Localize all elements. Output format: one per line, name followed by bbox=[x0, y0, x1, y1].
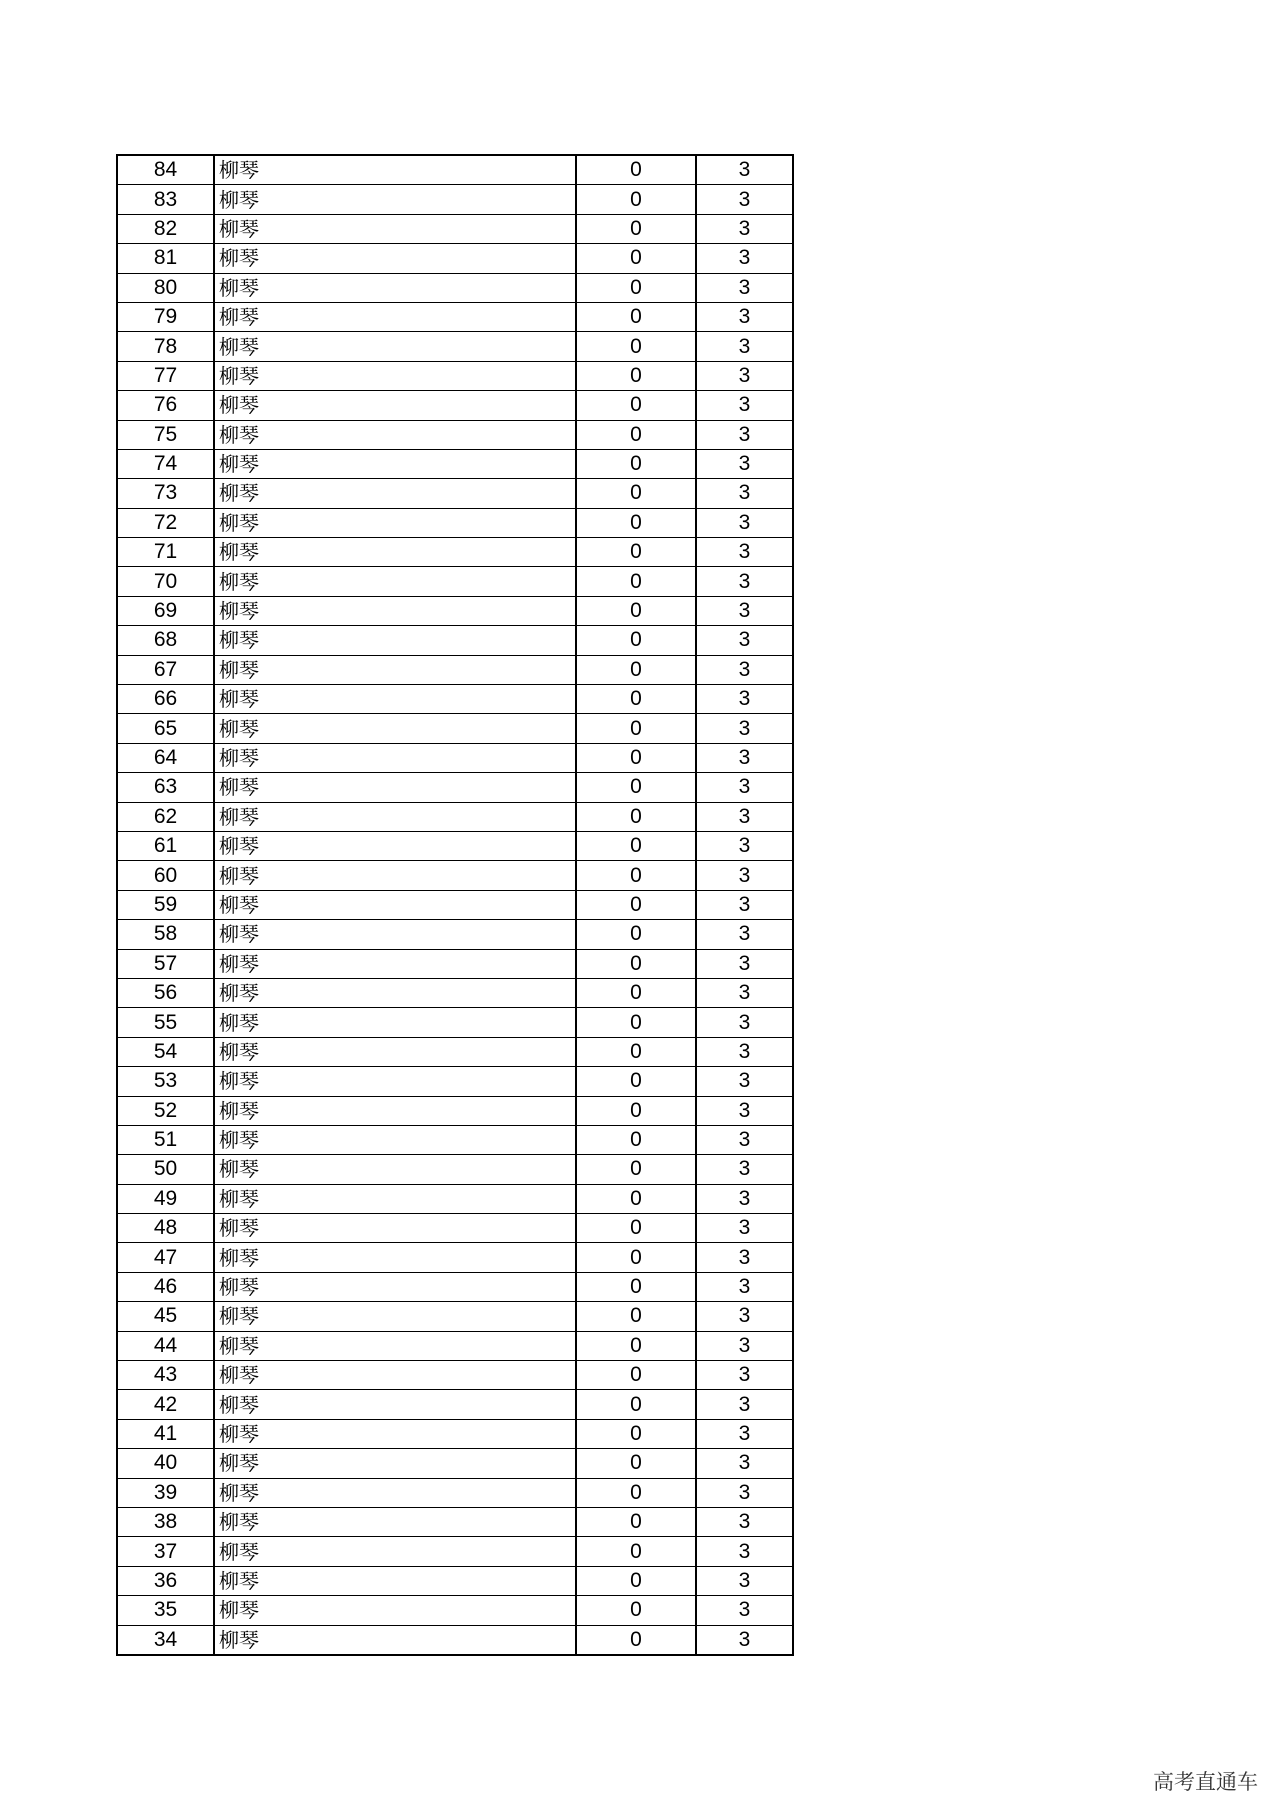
major-cell: 柳琴 bbox=[214, 743, 576, 772]
table-row bbox=[117, 449, 793, 478]
value-cell-a: 0 bbox=[576, 1625, 696, 1655]
major-cell: 柳琴 bbox=[214, 1067, 576, 1096]
value-cell-a: 0 bbox=[576, 1214, 696, 1243]
rank-cell: 73 bbox=[117, 479, 214, 508]
table-row bbox=[117, 1184, 793, 1213]
major-cell: 柳琴 bbox=[214, 1537, 576, 1566]
value-cell-a: 0 bbox=[576, 1096, 696, 1125]
table-row bbox=[117, 596, 793, 625]
major-cell: 柳琴 bbox=[214, 1361, 576, 1390]
major-cell: 柳琴 bbox=[214, 714, 576, 743]
value-cell-b: 3 bbox=[696, 685, 793, 714]
major-cell: 柳琴 bbox=[214, 449, 576, 478]
value-cell-b: 3 bbox=[696, 596, 793, 625]
value-cell-a: 0 bbox=[576, 596, 696, 625]
value-cell-a: 0 bbox=[576, 1537, 696, 1566]
major-cell: 柳琴 bbox=[214, 1272, 576, 1301]
table-row bbox=[117, 1008, 793, 1037]
rank-cell: 59 bbox=[117, 890, 214, 919]
table-row bbox=[117, 978, 793, 1007]
major-cell: 柳琴 bbox=[214, 1566, 576, 1595]
value-cell-a: 0 bbox=[576, 185, 696, 214]
major-cell: 柳琴 bbox=[214, 596, 576, 625]
value-cell-b: 3 bbox=[696, 391, 793, 420]
rank-cell: 40 bbox=[117, 1449, 214, 1478]
rank-cell: 49 bbox=[117, 1184, 214, 1213]
value-cell-a: 0 bbox=[576, 1361, 696, 1390]
table-row bbox=[117, 361, 793, 390]
rank-cell: 53 bbox=[117, 1067, 214, 1096]
value-cell-a: 0 bbox=[576, 332, 696, 361]
value-cell-a: 0 bbox=[576, 1037, 696, 1066]
major-cell: 柳琴 bbox=[214, 273, 576, 302]
value-cell-b: 3 bbox=[696, 890, 793, 919]
value-cell-b: 3 bbox=[696, 1184, 793, 1213]
table-row bbox=[117, 479, 793, 508]
table-row bbox=[117, 1125, 793, 1154]
value-cell-a: 0 bbox=[576, 1449, 696, 1478]
table-row bbox=[117, 773, 793, 802]
value-cell-b: 3 bbox=[696, 508, 793, 537]
value-cell-a: 0 bbox=[576, 1067, 696, 1096]
value-cell-a: 0 bbox=[576, 1331, 696, 1360]
table-row bbox=[117, 1537, 793, 1566]
rank-cell: 46 bbox=[117, 1272, 214, 1301]
table-row bbox=[117, 743, 793, 772]
value-cell-a: 0 bbox=[576, 1478, 696, 1507]
value-cell-b: 3 bbox=[696, 1096, 793, 1125]
table-row bbox=[117, 214, 793, 243]
value-cell-b: 3 bbox=[696, 1037, 793, 1066]
value-cell-a: 0 bbox=[576, 1184, 696, 1213]
major-cell: 柳琴 bbox=[214, 302, 576, 331]
major-cell: 柳琴 bbox=[214, 508, 576, 537]
value-cell-a: 0 bbox=[576, 831, 696, 860]
table-row bbox=[117, 420, 793, 449]
value-cell-b: 3 bbox=[696, 449, 793, 478]
major-cell: 柳琴 bbox=[214, 1214, 576, 1243]
value-cell-b: 3 bbox=[696, 185, 793, 214]
value-cell-a: 0 bbox=[576, 302, 696, 331]
rank-cell: 84 bbox=[117, 155, 214, 185]
table-row bbox=[117, 1507, 793, 1536]
value-cell-b: 3 bbox=[696, 773, 793, 802]
value-cell-a: 0 bbox=[576, 1008, 696, 1037]
major-cell: 柳琴 bbox=[214, 1184, 576, 1213]
table-row bbox=[117, 1478, 793, 1507]
table-row bbox=[117, 861, 793, 890]
value-cell-a: 0 bbox=[576, 1566, 696, 1595]
table-row bbox=[117, 302, 793, 331]
rank-cell: 41 bbox=[117, 1419, 214, 1448]
rank-cell: 64 bbox=[117, 743, 214, 772]
value-cell-a: 0 bbox=[576, 479, 696, 508]
rank-cell: 76 bbox=[117, 391, 214, 420]
value-cell-a: 0 bbox=[576, 890, 696, 919]
value-cell-a: 0 bbox=[576, 978, 696, 1007]
table-row bbox=[117, 1155, 793, 1184]
table-row bbox=[117, 538, 793, 567]
rank-cell: 54 bbox=[117, 1037, 214, 1066]
major-cell: 柳琴 bbox=[214, 1478, 576, 1507]
table-row bbox=[117, 1272, 793, 1301]
value-cell-b: 3 bbox=[696, 949, 793, 978]
major-cell: 柳琴 bbox=[214, 538, 576, 567]
rank-cell: 56 bbox=[117, 978, 214, 1007]
rank-cell: 38 bbox=[117, 1507, 214, 1536]
value-cell-a: 0 bbox=[576, 420, 696, 449]
major-cell: 柳琴 bbox=[214, 685, 576, 714]
rank-cell: 44 bbox=[117, 1331, 214, 1360]
table-row bbox=[117, 567, 793, 596]
value-cell-b: 3 bbox=[696, 920, 793, 949]
rank-cell: 65 bbox=[117, 714, 214, 743]
table-row bbox=[117, 714, 793, 743]
rank-cell: 61 bbox=[117, 831, 214, 860]
value-cell-b: 3 bbox=[696, 302, 793, 331]
value-cell-a: 0 bbox=[576, 920, 696, 949]
major-cell: 柳琴 bbox=[214, 861, 576, 890]
rank-cell: 80 bbox=[117, 273, 214, 302]
value-cell-a: 0 bbox=[576, 743, 696, 772]
value-cell-a: 0 bbox=[576, 1302, 696, 1331]
value-cell-a: 0 bbox=[576, 449, 696, 478]
value-cell-b: 3 bbox=[696, 743, 793, 772]
table-row bbox=[117, 508, 793, 537]
rank-cell: 66 bbox=[117, 685, 214, 714]
table-row bbox=[117, 1067, 793, 1096]
major-cell: 柳琴 bbox=[214, 1449, 576, 1478]
major-cell: 柳琴 bbox=[214, 1596, 576, 1625]
table-row bbox=[117, 1243, 793, 1272]
major-cell: 柳琴 bbox=[214, 1390, 576, 1419]
watermark-text: 高考直通车 bbox=[1153, 1770, 1258, 1794]
major-cell: 柳琴 bbox=[214, 1008, 576, 1037]
value-cell-b: 3 bbox=[696, 1067, 793, 1096]
value-cell-b: 3 bbox=[696, 1507, 793, 1536]
table-row bbox=[117, 920, 793, 949]
rank-cell: 43 bbox=[117, 1361, 214, 1390]
value-cell-a: 0 bbox=[576, 949, 696, 978]
value-cell-a: 0 bbox=[576, 508, 696, 537]
value-cell-b: 3 bbox=[696, 214, 793, 243]
rank-cell: 36 bbox=[117, 1566, 214, 1595]
value-cell-b: 3 bbox=[696, 361, 793, 390]
rank-cell: 37 bbox=[117, 1537, 214, 1566]
value-cell-a: 0 bbox=[576, 214, 696, 243]
value-cell-a: 0 bbox=[576, 773, 696, 802]
value-cell-b: 3 bbox=[696, 1390, 793, 1419]
value-cell-a: 0 bbox=[576, 714, 696, 743]
table-row bbox=[117, 655, 793, 684]
major-cell: 柳琴 bbox=[214, 949, 576, 978]
value-cell-a: 0 bbox=[576, 567, 696, 596]
major-cell: 柳琴 bbox=[214, 391, 576, 420]
table-row bbox=[117, 185, 793, 214]
table-row bbox=[117, 1302, 793, 1331]
table-row bbox=[117, 1596, 793, 1625]
table-row bbox=[117, 1566, 793, 1595]
value-cell-a: 0 bbox=[576, 685, 696, 714]
table-row bbox=[117, 802, 793, 831]
value-cell-b: 3 bbox=[696, 1419, 793, 1448]
rank-cell: 57 bbox=[117, 949, 214, 978]
major-cell: 柳琴 bbox=[214, 244, 576, 273]
value-cell-a: 0 bbox=[576, 538, 696, 567]
major-cell: 柳琴 bbox=[214, 1243, 576, 1272]
value-cell-b: 3 bbox=[696, 1155, 793, 1184]
value-cell-b: 3 bbox=[696, 1302, 793, 1331]
rank-cell: 72 bbox=[117, 508, 214, 537]
rank-cell: 69 bbox=[117, 596, 214, 625]
major-cell: 柳琴 bbox=[214, 479, 576, 508]
rank-cell: 60 bbox=[117, 861, 214, 890]
table-row bbox=[117, 685, 793, 714]
table-row bbox=[117, 1096, 793, 1125]
value-cell-b: 3 bbox=[696, 1214, 793, 1243]
major-cell: 柳琴 bbox=[214, 655, 576, 684]
major-cell: 柳琴 bbox=[214, 1096, 576, 1125]
value-cell-b: 3 bbox=[696, 1449, 793, 1478]
value-cell-b: 3 bbox=[696, 1243, 793, 1272]
major-cell: 柳琴 bbox=[214, 567, 576, 596]
rank-cell: 75 bbox=[117, 420, 214, 449]
value-cell-b: 3 bbox=[696, 538, 793, 567]
table-row bbox=[117, 1419, 793, 1448]
rank-cell: 35 bbox=[117, 1596, 214, 1625]
value-cell-a: 0 bbox=[576, 1507, 696, 1536]
major-cell: 柳琴 bbox=[214, 420, 576, 449]
major-cell: 柳琴 bbox=[214, 1625, 576, 1655]
table-row bbox=[117, 1037, 793, 1066]
value-cell-b: 3 bbox=[696, 626, 793, 655]
table-row bbox=[117, 1625, 793, 1655]
rank-cell: 55 bbox=[117, 1008, 214, 1037]
rank-cell: 68 bbox=[117, 626, 214, 655]
value-cell-a: 0 bbox=[576, 361, 696, 390]
value-cell-a: 0 bbox=[576, 1243, 696, 1272]
value-cell-b: 3 bbox=[696, 1361, 793, 1390]
major-cell: 柳琴 bbox=[214, 1507, 576, 1536]
rank-cell: 82 bbox=[117, 214, 214, 243]
major-cell: 柳琴 bbox=[214, 1302, 576, 1331]
major-cell: 柳琴 bbox=[214, 1331, 576, 1360]
value-cell-b: 3 bbox=[696, 802, 793, 831]
table-row bbox=[117, 244, 793, 273]
table-row bbox=[117, 949, 793, 978]
table-row bbox=[117, 391, 793, 420]
value-cell-b: 3 bbox=[696, 655, 793, 684]
table-row bbox=[117, 831, 793, 860]
value-cell-a: 0 bbox=[576, 1596, 696, 1625]
value-cell-b: 3 bbox=[696, 1625, 793, 1655]
rank-cell: 39 bbox=[117, 1478, 214, 1507]
value-cell-b: 3 bbox=[696, 978, 793, 1007]
value-cell-b: 3 bbox=[696, 1125, 793, 1154]
rank-cell: 67 bbox=[117, 655, 214, 684]
table-row bbox=[117, 1390, 793, 1419]
rank-cell: 48 bbox=[117, 1214, 214, 1243]
value-cell-a: 0 bbox=[576, 1272, 696, 1301]
value-cell-b: 3 bbox=[696, 1537, 793, 1566]
rank-cell: 83 bbox=[117, 185, 214, 214]
value-cell-b: 3 bbox=[696, 420, 793, 449]
major-cell: 柳琴 bbox=[214, 773, 576, 802]
rank-cell: 71 bbox=[117, 538, 214, 567]
rank-cell: 45 bbox=[117, 1302, 214, 1331]
value-cell-a: 0 bbox=[576, 155, 696, 185]
value-cell-a: 0 bbox=[576, 1390, 696, 1419]
rank-cell: 74 bbox=[117, 449, 214, 478]
value-cell-a: 0 bbox=[576, 626, 696, 655]
major-cell: 柳琴 bbox=[214, 332, 576, 361]
major-cell: 柳琴 bbox=[214, 920, 576, 949]
rank-cell: 42 bbox=[117, 1390, 214, 1419]
major-cell: 柳琴 bbox=[214, 185, 576, 214]
table-row bbox=[117, 273, 793, 302]
value-cell-a: 0 bbox=[576, 802, 696, 831]
value-cell-b: 3 bbox=[696, 479, 793, 508]
major-cell: 柳琴 bbox=[214, 802, 576, 831]
value-cell-a: 0 bbox=[576, 861, 696, 890]
rank-cell: 47 bbox=[117, 1243, 214, 1272]
value-cell-b: 3 bbox=[696, 273, 793, 302]
value-cell-b: 3 bbox=[696, 1272, 793, 1301]
value-cell-a: 0 bbox=[576, 391, 696, 420]
rank-cell: 58 bbox=[117, 920, 214, 949]
major-cell: 柳琴 bbox=[214, 1155, 576, 1184]
value-cell-b: 3 bbox=[696, 831, 793, 860]
major-cell: 柳琴 bbox=[214, 361, 576, 390]
value-cell-b: 3 bbox=[696, 155, 793, 185]
value-cell-b: 3 bbox=[696, 244, 793, 273]
rank-cell: 34 bbox=[153, 1627, 178, 1651]
table-row bbox=[117, 1331, 793, 1360]
major-cell: 柳琴 bbox=[214, 1125, 576, 1154]
table-row bbox=[117, 155, 793, 185]
rank-cell: 52 bbox=[117, 1096, 214, 1125]
table-row bbox=[117, 626, 793, 655]
rank-cell: 62 bbox=[117, 802, 214, 831]
value-cell-b: 3 bbox=[696, 332, 793, 361]
table-row bbox=[117, 1361, 793, 1390]
rank-cell: 79 bbox=[117, 302, 214, 331]
table-row bbox=[117, 1214, 793, 1243]
value-cell-a: 0 bbox=[576, 244, 696, 273]
major-cell: 柳琴 bbox=[214, 155, 576, 185]
rank-cell: 63 bbox=[117, 773, 214, 802]
value-cell-a: 0 bbox=[576, 1419, 696, 1448]
major-cell: 柳琴 bbox=[214, 214, 576, 243]
rank-cell: 78 bbox=[117, 332, 214, 361]
major-cell: 柳琴 bbox=[214, 978, 576, 1007]
major-cell: 柳琴 bbox=[214, 890, 576, 919]
value-cell-a: 0 bbox=[576, 273, 696, 302]
table-row bbox=[117, 890, 793, 919]
value-cell-b: 3 bbox=[696, 1478, 793, 1507]
major-cell: 柳琴 bbox=[214, 626, 576, 655]
rank-cell: 50 bbox=[117, 1155, 214, 1184]
value-cell-a: 0 bbox=[576, 655, 696, 684]
score-table bbox=[116, 154, 794, 1656]
major-cell: 柳琴 bbox=[214, 1419, 576, 1448]
value-cell-a: 0 bbox=[576, 1155, 696, 1184]
rank-cell: 81 bbox=[117, 244, 214, 273]
score-table-body bbox=[117, 155, 793, 1655]
value-cell-b: 3 bbox=[696, 1596, 793, 1625]
value-cell-b: 3 bbox=[696, 567, 793, 596]
rank-cell: 70 bbox=[117, 567, 214, 596]
value-cell-a: 0 bbox=[576, 1125, 696, 1154]
table-row bbox=[117, 1449, 793, 1478]
value-cell-b: 3 bbox=[696, 861, 793, 890]
major-cell: 柳琴 bbox=[214, 1037, 576, 1066]
value-cell-b: 3 bbox=[696, 714, 793, 743]
table-row bbox=[117, 332, 793, 361]
value-cell-b: 3 bbox=[696, 1331, 793, 1360]
rank-cell: 51 bbox=[117, 1125, 214, 1154]
major-cell: 柳琴 bbox=[214, 831, 576, 860]
rank-cell: 77 bbox=[117, 361, 214, 390]
value-cell-b: 3 bbox=[696, 1566, 793, 1595]
value-cell-b: 3 bbox=[696, 1008, 793, 1037]
